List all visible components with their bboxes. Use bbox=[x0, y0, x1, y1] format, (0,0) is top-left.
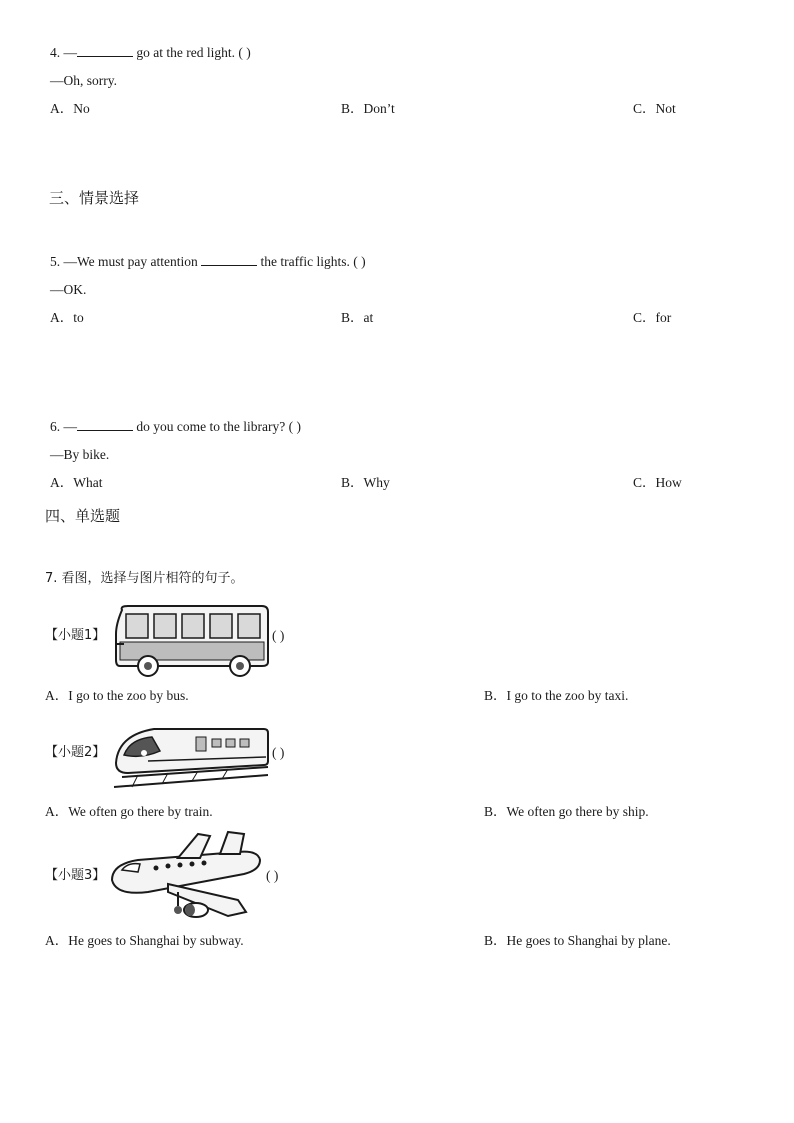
subquestion-2-option-b[interactable]: B．We often go there by ship. bbox=[484, 804, 649, 819]
subquestion-3-label: 【小题3】 bbox=[45, 868, 106, 883]
stem-suffix: do you come to the library? ( ) bbox=[133, 419, 301, 434]
subquestion-1-label: 【小题1】 bbox=[45, 628, 106, 643]
section-four-heading: 四、单选题 bbox=[45, 507, 121, 525]
stem-prefix: — bbox=[63, 45, 77, 60]
subquestion-1-option-b[interactable]: B．I go to the zoo by taxi. bbox=[484, 688, 629, 703]
question-6-reply: —By bike. bbox=[50, 447, 110, 462]
subquestion-1-paren[interactable]: ( ) bbox=[272, 628, 285, 643]
question-4-option-a[interactable]: A．No bbox=[50, 101, 90, 116]
question-5-reply: —OK. bbox=[50, 282, 87, 297]
stem-prefix: —We must pay attention bbox=[63, 254, 202, 269]
subquestion-1-option-a[interactable]: A．I go to the zoo by bus. bbox=[45, 688, 189, 703]
answer-blank[interactable] bbox=[77, 419, 133, 431]
question-4-option-c[interactable]: C．Not bbox=[633, 101, 676, 116]
question-4-stem bbox=[50, 45, 251, 61]
question-4-option-b[interactable]: B．Don’t bbox=[341, 101, 395, 116]
question-5-option-a[interactable]: A．to bbox=[50, 310, 84, 325]
answer-blank[interactable] bbox=[201, 254, 257, 266]
question-5-stem bbox=[50, 254, 366, 270]
question-5-option-b[interactable]: B．at bbox=[341, 310, 374, 325]
subquestion-2-paren[interactable]: ( ) bbox=[272, 745, 285, 760]
bus-icon bbox=[112, 604, 272, 678]
answer-blank[interactable] bbox=[77, 45, 133, 57]
plane-icon bbox=[108, 830, 268, 926]
subquestion-3-option-a[interactable]: A．He goes to Shanghai by subway. bbox=[45, 933, 244, 948]
subquestion-3-option-b[interactable]: B．He goes to Shanghai by plane. bbox=[484, 933, 671, 948]
question-number: 4. bbox=[50, 45, 61, 60]
question-6-option-b[interactable]: B．Why bbox=[341, 475, 390, 490]
subquestion-2-label: 【小题2】 bbox=[45, 745, 106, 760]
train-icon bbox=[108, 717, 272, 793]
question-6-option-a[interactable]: A．What bbox=[50, 475, 103, 490]
subquestion-3-paren[interactable]: ( ) bbox=[266, 868, 279, 883]
question-5-option-c[interactable]: C．for bbox=[633, 310, 672, 325]
question-4-reply: —Oh, sorry. bbox=[50, 73, 117, 88]
question-6-stem bbox=[50, 419, 301, 435]
question-number: 6. bbox=[50, 419, 61, 434]
question-number: 5. bbox=[50, 254, 61, 269]
stem-suffix: the traffic lights. ( ) bbox=[257, 254, 366, 269]
stem-suffix: go at the red light. ( ) bbox=[133, 45, 251, 60]
question-6-option-c[interactable]: C．How bbox=[633, 475, 682, 490]
section-three-heading: 三、情景选择 bbox=[49, 189, 140, 207]
question-7-stem: 7. 看图，选择与图片相符的句子。 bbox=[45, 571, 244, 586]
stem-prefix: — bbox=[63, 419, 77, 434]
subquestion-2-option-a[interactable]: A．We often go there by train. bbox=[45, 804, 213, 819]
